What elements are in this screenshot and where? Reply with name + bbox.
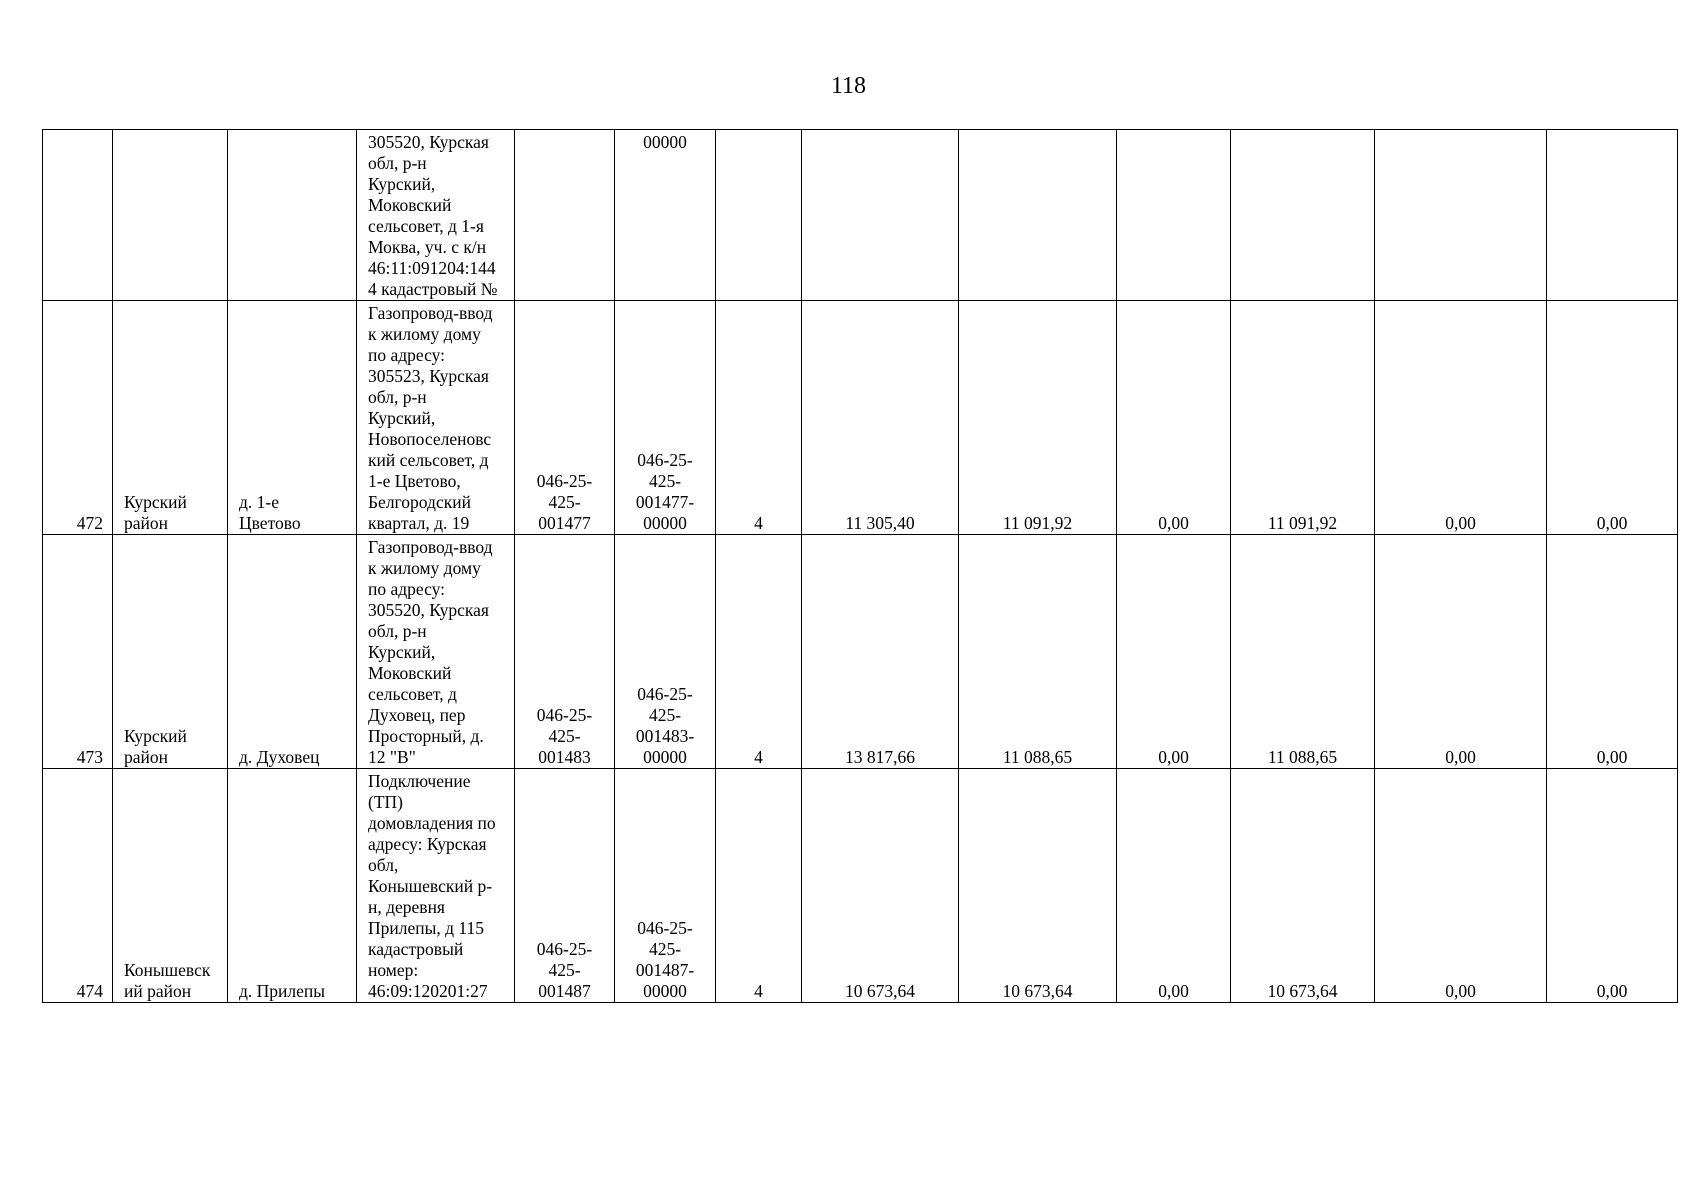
- cell-col13: 0,00: [1547, 535, 1678, 769]
- cell-col12: 0,00: [1375, 769, 1547, 1003]
- cell-full-code: 00000: [615, 130, 716, 301]
- cell-col13: 0,00: [1547, 769, 1678, 1003]
- cell-col10: [1117, 130, 1231, 301]
- cell-full-code: 046-25- 425- 001483- 00000: [615, 535, 716, 769]
- cell-district: Курский район: [113, 535, 228, 769]
- cell-col8: 13 817,66: [802, 535, 959, 769]
- cell-col12: 0,00: [1375, 535, 1547, 769]
- cell-col11: 10 673,64: [1231, 769, 1375, 1003]
- cell-col7: [716, 130, 802, 301]
- cell-col8: 10 673,64: [802, 769, 959, 1003]
- cell-district: Курский район: [113, 301, 228, 535]
- cell-col9: 11 088,65: [959, 535, 1117, 769]
- cell-no: 474: [43, 769, 113, 1003]
- cell-col7: 4: [716, 769, 802, 1003]
- cell-col11: [1231, 130, 1375, 301]
- cell-code: 046-25- 425- 001487: [515, 769, 615, 1003]
- cell-code: [515, 130, 615, 301]
- cell-no: [43, 130, 113, 301]
- cell-col10: 0,00: [1117, 535, 1231, 769]
- table-row: [43, 130, 1678, 301]
- cell-district: Конышевск ий район: [113, 769, 228, 1003]
- cell-col13: [1547, 130, 1678, 301]
- table-row: [43, 535, 1678, 769]
- cell-col7: 4: [716, 535, 802, 769]
- page-number: 118: [830, 73, 867, 99]
- cell-col9: 11 091,92: [959, 301, 1117, 535]
- cell-col11: 11 088,65: [1231, 535, 1375, 769]
- cell-locality: д. Духовец: [228, 535, 357, 769]
- cell-code: 046-25- 425- 001477: [515, 301, 615, 535]
- cell-col8: 11 305,40: [802, 301, 959, 535]
- cell-no: 473: [43, 535, 113, 769]
- cell-col10: 0,00: [1117, 301, 1231, 535]
- cell-locality: д. 1-е Цветово: [228, 301, 357, 535]
- cell-locality: [228, 130, 357, 301]
- cell-col11: 11 091,92: [1231, 301, 1375, 535]
- cell-description: Газопровод-ввод к жилому дому по адресу: 305520, Курская обл, р-н Курский, Моковский сельсовет, д Духовец, пер Просторный, д. 12 "В": [357, 535, 515, 769]
- cell-col8: [802, 130, 959, 301]
- data-table: [42, 129, 1678, 1003]
- cell-description: Газопровод-ввод к жилому дому по адресу: 305523, Курская обл, р-н Курский, Новопоселеновс кий сельсовет, д 1-е Цветово, Белгородский квартал, д. 19: [357, 301, 515, 535]
- cell-col9: 10 673,64: [959, 769, 1117, 1003]
- cell-no: 472: [43, 301, 113, 535]
- cell-col10: 0,00: [1117, 769, 1231, 1003]
- cell-full-code: 046-25- 425- 001487- 00000: [615, 769, 716, 1003]
- cell-col12: 0,00: [1375, 301, 1547, 535]
- cell-locality: д. Прилепы: [228, 769, 357, 1003]
- table-row: [43, 769, 1678, 1003]
- cell-code: 046-25- 425- 001483: [515, 535, 615, 769]
- cell-col7: 4: [716, 301, 802, 535]
- cell-description: 305520, Курская обл, р-н Курский, Моковский сельсовет, д 1-я Моква, уч. с к/н 46:11:091204:144 4 кадастровый №: [357, 130, 515, 301]
- cell-district: [113, 130, 228, 301]
- cell-col12: [1375, 130, 1547, 301]
- table-row: [43, 301, 1678, 535]
- cell-full-code: 046-25- 425- 001477- 00000: [615, 301, 716, 535]
- cell-col9: [959, 130, 1117, 301]
- cell-description: Подключение (ТП) домовладения по адресу: Курская обл, Конышевский р- н, деревня Прилепы, д 115 кадастровый номер: 46:09:120201:27: [357, 769, 515, 1003]
- cell-col13: 0,00: [1547, 301, 1678, 535]
